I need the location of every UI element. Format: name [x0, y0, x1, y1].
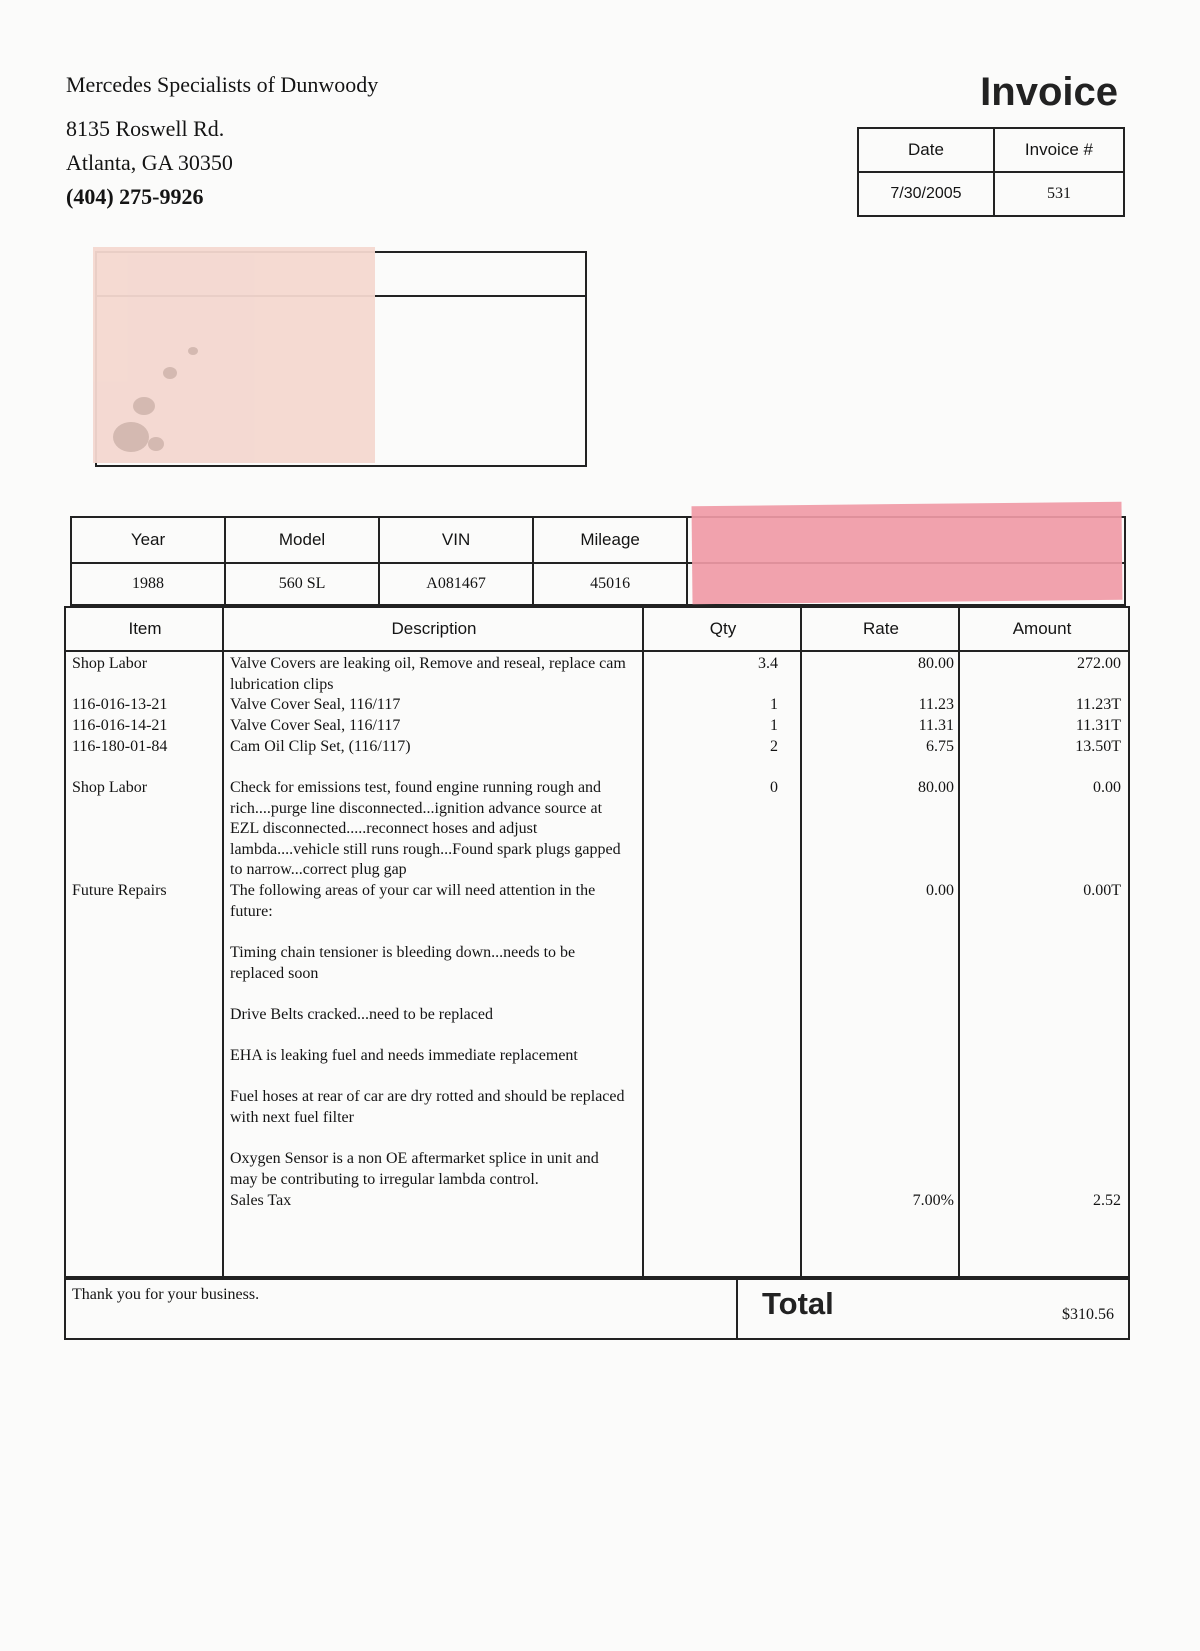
- row-item: 116-016-13-21: [72, 696, 168, 713]
- line-items-table: [64, 606, 1130, 1280]
- invoice-date: 7/30/2005: [858, 172, 994, 216]
- column-divider: [958, 608, 960, 1278]
- vehicle-year: 1988: [71, 563, 225, 605]
- row-rate: 0.00: [926, 882, 954, 899]
- vehicle-mileage: 45016: [533, 563, 687, 605]
- total-amount: $310.56: [1062, 1306, 1114, 1323]
- row-qty: 0: [770, 779, 778, 796]
- company-name: Mercedes Specialists of Dunwoody: [66, 72, 379, 97]
- invoice-number: 531: [994, 172, 1124, 216]
- vehicle-model: 560 SL: [225, 563, 379, 605]
- amount-column-header: Amount: [1012, 619, 1072, 638]
- row-rate: 11.23: [918, 696, 954, 713]
- company-address-line1: 8135 Roswell Rd.: [66, 116, 225, 141]
- row-rate: 7.00%: [912, 1192, 954, 1209]
- row-description: Valve Covers are leaking oil, Remove and reseal, replace cam lubrication clips: [230, 655, 626, 693]
- row-description: The following areas of your car will need attention in the future:: [230, 882, 596, 920]
- row-amount: 13.50T: [1075, 738, 1121, 755]
- thank-you-note: Thank you for your business.: [72, 1286, 260, 1303]
- invoice-meta-table: [857, 127, 1125, 217]
- item-column-header: Item: [128, 619, 162, 638]
- vehicle-vin: A081467: [379, 563, 533, 605]
- row-description: Timing chain tensioner is bleeding down...needs to be replaced soon: [230, 944, 576, 982]
- row-amount: 11.31T: [1075, 717, 1121, 734]
- row-amount: 272.00: [1077, 655, 1121, 672]
- company-phone: (404) 275-9926: [66, 184, 204, 209]
- description-column-header: Description: [391, 619, 477, 638]
- column-divider: [800, 608, 802, 1278]
- row-description: Valve Cover Seal, 116/117: [230, 717, 401, 734]
- row-amount: 0.00: [1093, 779, 1121, 796]
- row-item: 116-180-01-84: [72, 738, 168, 755]
- row-item: Shop Labor: [72, 779, 148, 796]
- total-label: Total: [762, 1286, 834, 1321]
- row-rate: 6.75: [926, 738, 954, 755]
- row-description: Check for emissions test, found engine running rough and rich....purge line disconnected...ignition advance source at EZL disconnected.....reconnect hoses and adjust lambda....vehicle still runs rough...Found spark plugs gapped to narrow...correct plug gap: [230, 779, 621, 879]
- column-divider: [222, 608, 224, 1278]
- row-description: Fuel hoses at rear of car are dry rotted and should be replaced with next fuel filter: [230, 1088, 625, 1126]
- company-address-line2: Atlanta, GA 30350: [66, 150, 233, 175]
- date-header: Date: [858, 128, 994, 172]
- row-item: Shop Labor: [72, 655, 148, 672]
- row-description: Drive Belts cracked...need to be replaced: [230, 1006, 493, 1023]
- row-description: Valve Cover Seal, 116/117: [230, 696, 401, 713]
- company-info: [66, 68, 378, 214]
- redaction-highlight: [691, 502, 1122, 604]
- line-items-header: [66, 608, 1128, 652]
- row-amount: 2.52: [1093, 1192, 1121, 1209]
- vehicle-model-header: Model: [225, 517, 379, 563]
- row-rate: 11.31: [918, 717, 954, 734]
- qty-column-header: Qty: [709, 619, 737, 638]
- vehicle-mileage-header: Mileage: [533, 517, 687, 563]
- row-qty: 3.4: [758, 655, 778, 672]
- invoice-number-header: Invoice #: [994, 128, 1124, 172]
- row-rate: 80.00: [918, 779, 954, 796]
- row-amount: 11.23T: [1075, 696, 1121, 713]
- rate-column-header: Rate: [863, 619, 899, 638]
- row-item: 116-016-14-21: [72, 717, 168, 734]
- row-description: Cam Oil Clip Set, (116/117): [230, 738, 411, 755]
- row-item: Future Repairs: [72, 882, 167, 899]
- redaction-patch: [93, 247, 375, 463]
- vehicle-year-header: Year: [71, 517, 225, 563]
- row-qty: 2: [770, 738, 778, 755]
- invoice-title: Invoice: [980, 70, 1118, 114]
- row-qty: 1: [770, 717, 778, 734]
- row-description: EHA is leaking fuel and needs immediate replacement: [230, 1047, 578, 1064]
- row-description: Sales Tax: [230, 1192, 292, 1209]
- row-description: Oxygen Sensor is a non OE aftermarket splice in unit and may be contributing to irregular lambda control.: [230, 1150, 599, 1188]
- column-divider: [642, 608, 644, 1278]
- row-rate: 80.00: [918, 655, 954, 672]
- footer-divider: [736, 1278, 738, 1338]
- invoice-footer: [64, 1276, 1130, 1340]
- row-amount: 0.00T: [1083, 882, 1121, 899]
- row-qty: 1: [770, 696, 778, 713]
- vehicle-vin-header: VIN: [379, 517, 533, 563]
